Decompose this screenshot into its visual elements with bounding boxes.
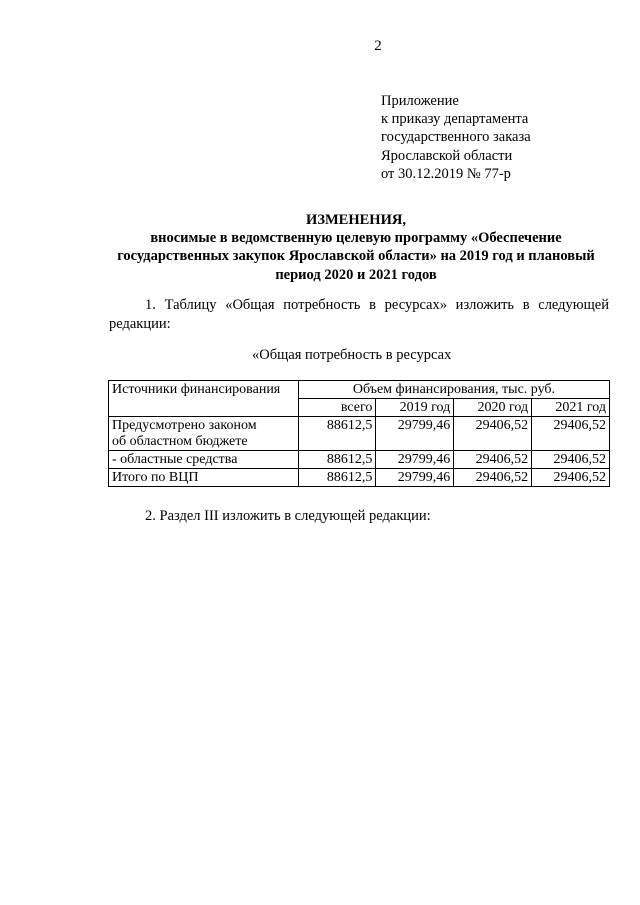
value-cell: 88612,5	[298, 417, 375, 451]
volume-header-cell: Объем финансирования, тыс. руб.	[298, 381, 609, 399]
appendix-line: Ярославской области	[381, 147, 513, 164]
resources-table	[108, 380, 610, 487]
appendix-block	[381, 92, 531, 183]
value-cell: 29406,52	[454, 469, 532, 487]
value-cell: 29406,52	[454, 451, 532, 469]
source-cell: Итого по ВЦП	[109, 469, 299, 487]
value-cell: 29406,52	[454, 417, 532, 451]
column-header-2020: 2020 год	[454, 399, 532, 417]
title-heading: ИЗМЕНЕНИЯ,	[306, 212, 406, 228]
table-row	[109, 417, 610, 451]
source-header-cell: Источники финансирования	[109, 381, 299, 417]
page-number: 2	[374, 38, 382, 54]
table-header-row	[109, 381, 610, 399]
value-cell: 29799,46	[376, 451, 454, 469]
source-cell-line: Предусмотрено законом	[112, 418, 257, 433]
paragraph-2: 2. Раздел III изложить в следующей редакции:	[145, 508, 431, 524]
table-caption: «Общая потребность в ресурсах	[252, 347, 452, 363]
title-line: государственных закупок Ярославской области» на 2019 год и плановый	[117, 248, 595, 265]
value-cell: 29406,52	[532, 451, 610, 469]
appendix-line: к приказу департамента	[381, 111, 529, 128]
column-header-2021: 2021 год	[532, 399, 610, 417]
appendix-line: Приложение	[381, 93, 459, 109]
source-cell: - областные средства	[109, 451, 299, 469]
source-cell-line: об областном бюджете	[112, 434, 248, 449]
paragraph-1-line: 1. Таблицу «Общая потребность в ресурсах» изложить в следующей	[145, 297, 609, 313]
column-header-2019: 2019 год	[376, 399, 454, 417]
value-cell: 29799,46	[376, 417, 454, 451]
document-title	[96, 211, 616, 284]
title-line: период 2020 и 2021 годов	[275, 266, 437, 283]
value-cell: 29406,52	[532, 469, 610, 487]
value-cell: 29406,52	[532, 417, 610, 451]
column-header-total: всего	[298, 399, 375, 417]
appendix-line: государственного заказа	[381, 129, 531, 146]
table-row	[109, 451, 610, 469]
value-cell: 88612,5	[298, 469, 375, 487]
paragraph-1-line: редакции:	[109, 315, 171, 332]
title-line: вносимые в ведомственную целевую программу «Обеспечение	[150, 230, 562, 247]
source-cell	[109, 417, 299, 451]
table-row	[109, 469, 610, 487]
appendix-line: от 30.12.2019 № 77-р	[381, 165, 511, 182]
value-cell: 29799,46	[376, 469, 454, 487]
value-cell: 88612,5	[298, 451, 375, 469]
paragraph-1	[109, 296, 609, 333]
